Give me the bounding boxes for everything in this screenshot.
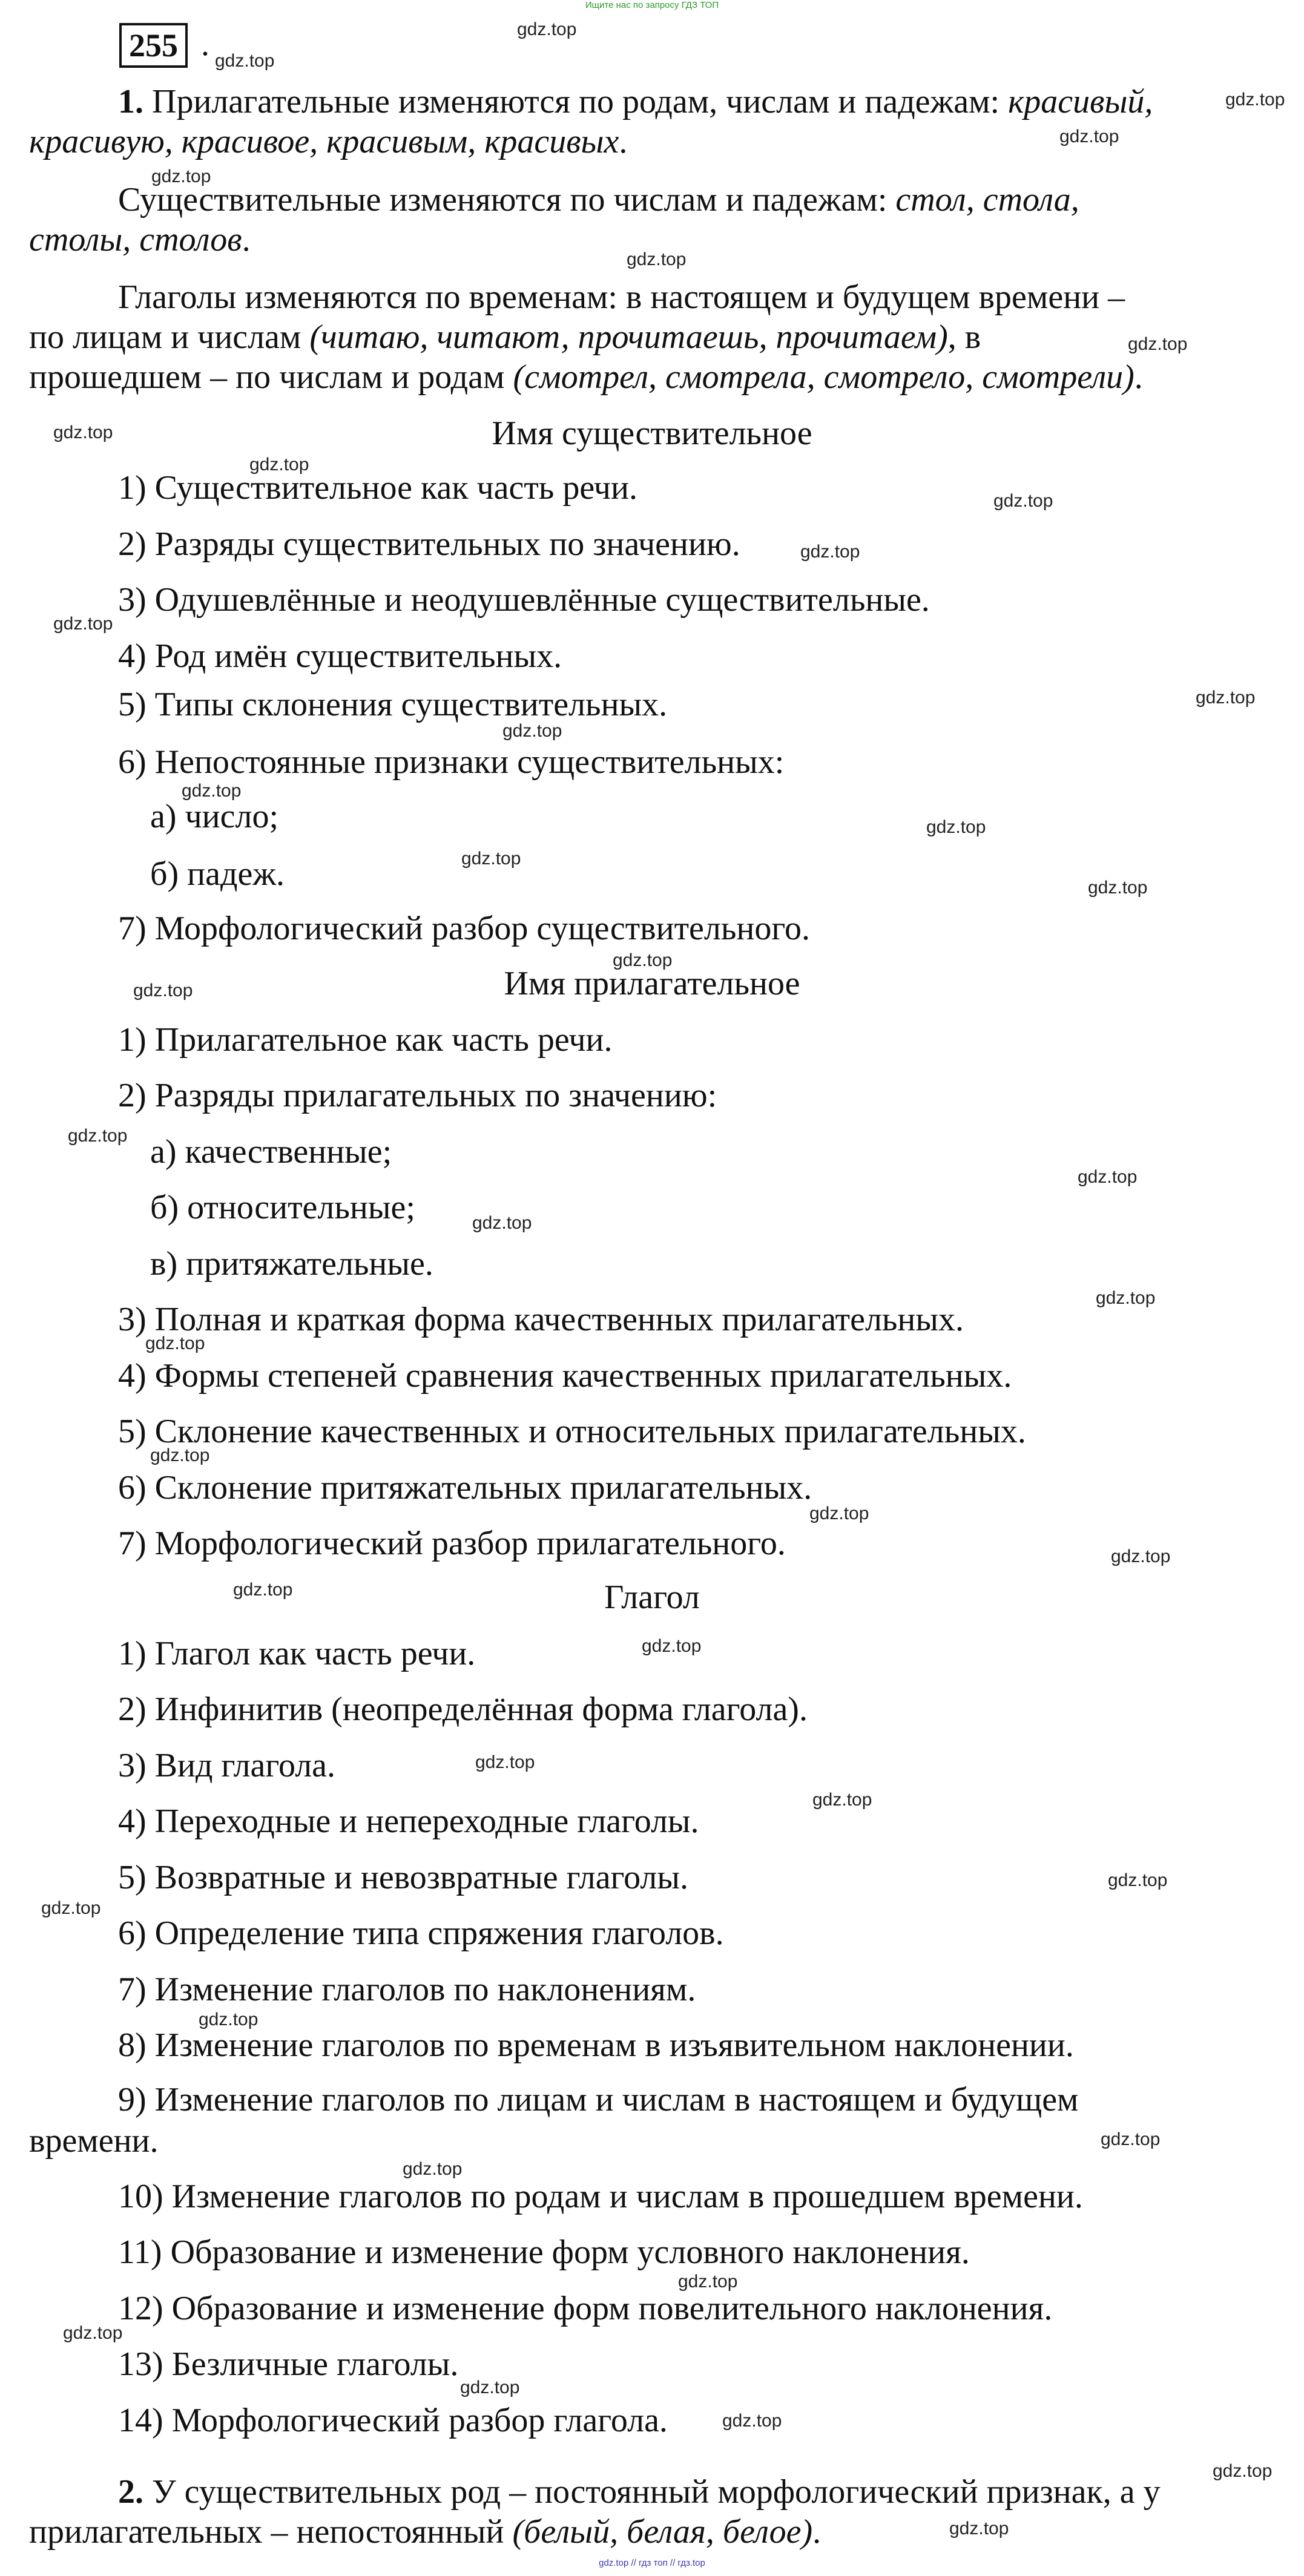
p3-text-2-end: , в (947, 318, 981, 356)
p2-end: . (242, 221, 251, 258)
watermark: gdz.top (722, 2411, 782, 2431)
adjective-item: 7) Морфологический разбор прилагательного. (118, 1525, 786, 1562)
p-end-line-1 (118, 2472, 1161, 2512)
task-number: 255 (119, 23, 188, 68)
p1-number: 1. (118, 83, 143, 120)
watermark: gdz.top (1128, 334, 1188, 354)
adjective-subitem: б) относительные; (150, 1189, 415, 1226)
watermark: gdz.top (993, 491, 1053, 511)
watermark: gdz.top (249, 455, 309, 475)
p3-text-3: прошедшем – по числам и родам (29, 358, 505, 396)
noun-item: 3) Одушевлённые и неодушевлённые существительные. (118, 581, 930, 619)
noun-item: 6) Непостоянные признаки существительных: (118, 743, 785, 781)
verb-item: 9) Изменение глаголов по лицам и числам в настоящем и будущем (118, 2081, 1079, 2118)
watermark: gdz.top (1078, 1167, 1138, 1187)
adjective-item: 1) Прилагательное как часть речи. (118, 1021, 613, 1059)
watermark: gdz.top (145, 1333, 205, 1353)
p-end-examples: (белый, белая, белое) (512, 2513, 813, 2551)
watermark: gdz.top (1196, 688, 1256, 708)
watermark: gdz.top (1111, 1546, 1171, 1566)
watermark: gdz.top (1101, 2129, 1161, 2149)
p1-end: . (619, 123, 628, 160)
adjective-item: 6) Склонение притяжательных прилагательных. (118, 1469, 812, 1506)
adjective-item: 2) Разряды прилагательных по значению: (118, 1077, 717, 1114)
verb-item: 8) Изменение глаголов по временам в изъявительном наклонении. (118, 2026, 1074, 2064)
p-end-text-2: прилагательных – непостоянный (29, 2513, 504, 2551)
p2-line-1 (118, 180, 1079, 220)
p2-example: стол, стола, (895, 181, 1079, 218)
p3-text-2: по лицам и числам (29, 318, 301, 356)
adjective-item: 5) Склонение качественных и относительных прилагательных. (118, 1413, 1026, 1450)
p1-line-1 (118, 82, 1153, 122)
p2-text: Существительные изменяются по числам и падежам: (118, 181, 887, 218)
noun-item: 1) Существительное как часть речи. (118, 469, 637, 507)
watermark: gdz.top (133, 981, 193, 1000)
p3-line-2 (29, 317, 981, 357)
verb-item: 7) Изменение глаголов по наклонениям. (118, 1971, 696, 2008)
verb-item: 10) Изменение глаголов по родам и числам в прошедшем времени. (118, 2178, 1083, 2215)
verb-item: 11) Образование и изменение форм условного наклонения. (118, 2233, 970, 2271)
footer-link[interactable]: gdz.top // гдз топ // гдз.top (599, 2558, 705, 2568)
section-title-adjective: Имя прилагательное (504, 965, 800, 1002)
section-title-noun: Имя существительное (492, 415, 812, 452)
verb-item: 14) Морфологический разбор глагола. (118, 2402, 668, 2439)
watermark: gdz.top (800, 542, 860, 562)
p-end-text: У существительных род – постоянный морфологический признак, а у (152, 2473, 1161, 2511)
verb-item: 5) Возвратные и невозвратные глаголы. (118, 1859, 688, 1896)
noun-item: 7) Морфологический разбор существительного. (118, 910, 810, 947)
adjective-item: 4) Формы степеней сравнения качественных прилагательных. (118, 1357, 1012, 1395)
p3-examples-past: (смотрел, смотрела, смотрело, смотрели) (513, 358, 1134, 396)
watermark: gdz.top (517, 19, 577, 39)
adjective-subitem: в) притяжательные. (150, 1245, 433, 1283)
watermark: gdz.top (182, 781, 242, 801)
p3-examples-present: (читаю, читают, прочитаешь, прочитаем) (309, 318, 948, 356)
p-end-end: . (812, 2513, 822, 2551)
watermark: gdz.top (809, 1503, 869, 1523)
watermark: gdz.top (926, 817, 986, 837)
watermark: gdz.top (403, 2159, 463, 2179)
noun-subitem: б) падеж. (150, 855, 285, 893)
watermark: gdz.top (678, 2272, 738, 2292)
adjective-item: 3) Полная и краткая форма качественных прилагательных. (118, 1301, 964, 1338)
watermark: gdz.top (233, 1580, 293, 1600)
p1-example: красивый, (1008, 83, 1153, 120)
watermark: gdz.top (460, 2377, 520, 2397)
watermark: gdz.top (472, 1213, 532, 1233)
p1-examples: красивую, красивое, красивым, красивых (29, 123, 619, 160)
noun-item: 2) Разряды существительных по значению. (118, 525, 740, 563)
adjective-subitem: а) качественные; (150, 1133, 392, 1171)
search-hint-link[interactable]: Ищите нас по запросу ГДЗ ТОП (585, 0, 719, 10)
watermark: gdz.top (63, 2323, 123, 2343)
verb-item-continued: времени. (29, 2122, 159, 2160)
watermark: gdz.top (642, 1636, 702, 1656)
verb-item: 3) Вид глагола. (118, 1747, 336, 1784)
p3-line-3 (29, 357, 1143, 397)
watermark: gdz.top (613, 950, 673, 970)
watermark: gdz.top (1096, 1288, 1156, 1308)
section-title-verb: Глагол (604, 1579, 700, 1616)
watermark: gdz.top (1059, 126, 1119, 146)
watermark: gdz.top (461, 849, 521, 869)
watermark: gdz.top (41, 1898, 101, 1918)
watermark: gdz.top (150, 1445, 210, 1465)
watermark: gdz.top (1108, 1870, 1168, 1890)
verb-item: 12) Образование и изменение форм повелительного наклонения. (118, 2290, 1053, 2327)
watermark: gdz.top (53, 614, 113, 634)
watermark: gdz.top (53, 422, 113, 442)
noun-subitem: а) число; (150, 798, 278, 835)
verb-item: 1) Глагол как часть речи. (118, 1635, 476, 1672)
watermark: gdz.top (68, 1126, 128, 1146)
p3-line-1: Глаголы изменяются по временам: в настоящем и будущем времени – (118, 278, 1125, 316)
watermark: gdz.top (502, 721, 562, 741)
watermark: gdz.top (627, 249, 687, 269)
watermark: gdz.top (949, 2518, 1009, 2538)
p1-line-2 (29, 122, 627, 162)
p3-text-3-end: . (1134, 358, 1143, 396)
verb-item: 6) Определение типа спряжения глаголов. (118, 1914, 724, 1952)
watermark: gdz.top (475, 1752, 535, 1772)
p2-examples: столы, столов (29, 221, 242, 258)
watermark: gdz.top (151, 166, 211, 186)
p-end-line-2 (29, 2512, 821, 2552)
verb-item: 2) Инфинитив (неопределённая форма глагола). (118, 1690, 808, 1728)
p2-line-2 (29, 220, 251, 260)
watermark: gdz.top (1225, 90, 1285, 110)
watermark: gdz.top (1213, 2461, 1273, 2481)
p1-text: Прилагательные изменяются по родам, числам и падежам: (152, 83, 1000, 120)
noun-item: 4) Род имён существительных. (118, 637, 562, 675)
task-number-dot: . (201, 25, 209, 63)
watermark: gdz.top (1088, 878, 1148, 898)
p-end-number: 2. (118, 2473, 143, 2511)
watermark: gdz.top (215, 51, 275, 71)
verb-item: 4) Переходные и непереходные глаголы. (118, 1802, 699, 1840)
watermark: gdz.top (812, 1790, 872, 1810)
verb-item: 13) Безличные глаголы. (118, 2345, 459, 2383)
watermark: gdz.top (199, 2009, 258, 2029)
noun-item: 5) Типы склонения существительных. (118, 686, 668, 723)
